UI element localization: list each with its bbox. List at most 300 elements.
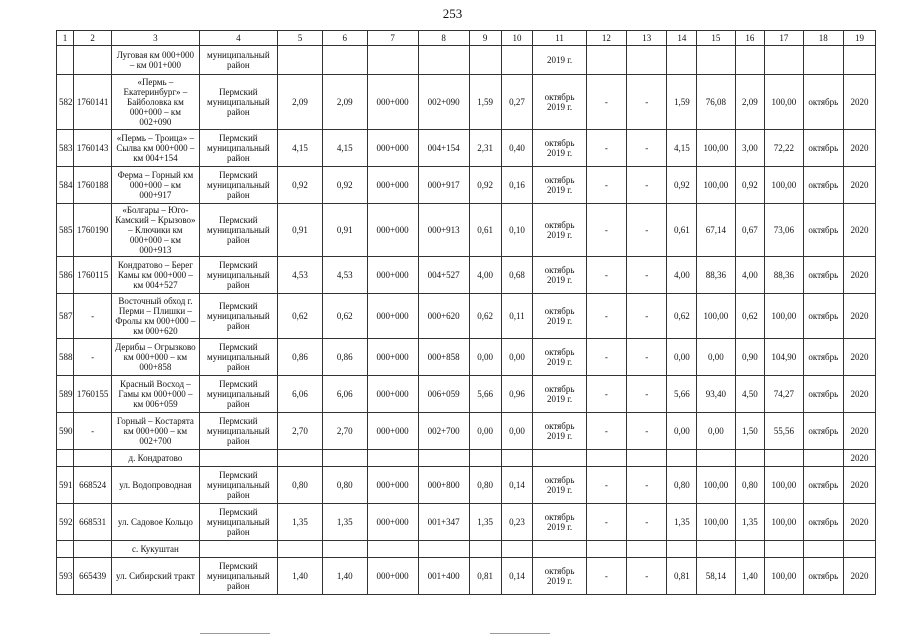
cell-c18: октябрь [803,75,843,130]
cell-c13: - [627,257,667,294]
cell-c7: 000+000 [367,376,418,413]
cell-no: 586 [57,257,74,294]
cell-c19: 2020 [843,257,875,294]
column-header: 13 [627,31,667,46]
cell-c8: 001+347 [418,504,469,541]
column-header: 3 [112,31,199,46]
cell-c11: октябрь 2019 г. [533,167,586,204]
cell-c6: 0,92 [322,167,367,204]
table-row [57,257,876,294]
cell-c19: 2020 [843,467,875,504]
cell-c7: 000+000 [367,167,418,204]
cell-c19: 2020 [843,75,875,130]
cell [803,46,843,75]
cell-c12: - [586,504,626,541]
cell-name: «Пермь – Екатеринбург» – Байболовка км 000+000 – км 002+090 [112,75,199,130]
cell [586,541,626,558]
section-row [57,541,876,558]
cell [501,450,533,467]
cell-c18: октябрь [803,167,843,204]
cell [322,541,367,558]
cell-c13: - [627,130,667,167]
cell-no: 592 [57,504,74,541]
cell-c11: октябрь 2019 г. [533,294,586,339]
cell-c15: 100,00 [697,467,735,504]
cell-name: Красный Восход – Гамы км 000+000 – км 006+059 [112,376,199,413]
cell-c5: 0,91 [278,204,323,257]
cell-c6: 4,15 [322,130,367,167]
cell-c13: - [627,339,667,376]
cell-no: 589 [57,376,74,413]
cell-c17: 55,56 [765,413,803,450]
table-row [57,467,876,504]
cell-owner: Пермский муниципальный район [199,130,278,167]
cell [843,46,875,75]
cell [697,541,735,558]
cell-name: Горный – Костарята км 000+000 – км 002+700 [112,413,199,450]
cell-c16: 4,50 [735,376,765,413]
cell-owner: Пермский муниципальный район [199,294,278,339]
cell-c17: 100,00 [765,504,803,541]
cell-c5: 4,15 [278,130,323,167]
cell [57,450,74,467]
cell-c7: 000+000 [367,467,418,504]
cell-c5: 1,40 [278,558,323,595]
cell-c19: 2020 [843,167,875,204]
cell-c9: 4,00 [469,257,501,294]
cell [57,541,74,558]
cell [74,541,112,558]
cell-c15: 100,00 [697,504,735,541]
column-header: 12 [586,31,626,46]
cell [533,450,586,467]
cell-owner: Пермский муниципальный район [199,558,278,595]
cell-c11: октябрь 2019 г. [533,558,586,595]
cell-c19: 2020 [843,558,875,595]
cell [322,46,367,75]
cell-no: 588 [57,339,74,376]
cell-c7: 000+000 [367,75,418,130]
cell-c9: 0,81 [469,558,501,595]
column-header: 18 [803,31,843,46]
cell-c5: 1,35 [278,504,323,541]
cell-c12: - [586,130,626,167]
cell-c11: октябрь 2019 г. [533,130,586,167]
table-row [57,558,876,595]
cell-owner: Пермский муниципальный район [199,413,278,450]
cell-c17: 100,00 [765,75,803,130]
cell-code: 1760115 [74,257,112,294]
cell-name: Ферма – Горный км 000+000 – км 000+917 [112,167,199,204]
cell-c6: 0,80 [322,467,367,504]
cell-name: Кондратово – Берег Камы км 000+000 – км 004+527 [112,257,199,294]
cell-c7: 000+000 [367,558,418,595]
cell-no: 584 [57,167,74,204]
cell [735,450,765,467]
cell-c15: 0,00 [697,339,735,376]
cell-c8: 000+913 [418,204,469,257]
column-header: 10 [501,31,533,46]
cell-code: 1760141 [74,75,112,130]
table-row [57,504,876,541]
cell-no: 583 [57,130,74,167]
cell-c8: 004+527 [418,257,469,294]
column-header: 4 [199,31,278,46]
cell-c10: 0,23 [501,504,533,541]
cell-c7: 000+000 [367,339,418,376]
cell-c9: 0,00 [469,339,501,376]
cell [469,541,501,558]
cell-c15: 100,00 [697,294,735,339]
cell-c10: 0,14 [501,467,533,504]
cell [586,450,626,467]
cell-c12: - [586,204,626,257]
cell [278,450,323,467]
cell-owner: Пермский муниципальный район [199,504,278,541]
cell-c8: 001+400 [418,558,469,595]
cell [765,450,803,467]
cell [627,46,667,75]
cell-c5: 2,09 [278,75,323,130]
owner-cell: муниципальный район [199,46,278,75]
cell [418,46,469,75]
cell-c11: октябрь 2019 г. [533,413,586,450]
cell-c16: 0,80 [735,467,765,504]
section-title: с. Кукуштан [112,541,199,558]
cell-c9: 2,31 [469,130,501,167]
date-cell: 2019 г. [533,46,586,75]
cell-c14: 4,00 [667,257,697,294]
cell-c6: 0,62 [322,294,367,339]
cell-c14: 0,00 [667,413,697,450]
cell-c9: 0,00 [469,413,501,450]
cell [667,541,697,558]
section-year: 2020 [843,450,875,467]
cell-c17: 100,00 [765,558,803,595]
cell-c8: 000+620 [418,294,469,339]
cell-c5: 0,92 [278,167,323,204]
cell [418,541,469,558]
cell-c6: 1,35 [322,504,367,541]
cell [367,450,418,467]
cell-c13: - [627,75,667,130]
cell-c14: 0,62 [667,294,697,339]
cell-c15: 100,00 [697,167,735,204]
cell-c19: 2020 [843,294,875,339]
cell-c15: 93,40 [697,376,735,413]
cell-no: 585 [57,204,74,257]
cell [803,450,843,467]
cell-c14: 0,61 [667,204,697,257]
cell-c15: 58,14 [697,558,735,595]
cell-name: Дерибы – Огрызково км 000+000 – км 000+858 [112,339,199,376]
cell-c9: 0,92 [469,167,501,204]
cell-owner: Пермский муниципальный район [199,75,278,130]
column-header: 16 [735,31,765,46]
column-header: 9 [469,31,501,46]
column-header: 8 [418,31,469,46]
column-header: 1 [57,31,74,46]
cell-owner: Пермский муниципальный район [199,167,278,204]
cell [586,46,626,75]
cell-c12: - [586,558,626,595]
cell-c15: 88,36 [697,257,735,294]
cell-c9: 5,66 [469,376,501,413]
cell-c19: 2020 [843,339,875,376]
cell-owner: Пермский муниципальный район [199,376,278,413]
cell-c11: октябрь 2019 г. [533,75,586,130]
cell-c14: 0,92 [667,167,697,204]
cell-c18: октябрь [803,130,843,167]
column-header: 19 [843,31,875,46]
cell-c13: - [627,294,667,339]
cell-c16: 1,50 [735,413,765,450]
table-row [57,130,876,167]
cell-c6: 4,53 [322,257,367,294]
cell-c17: 104,90 [765,339,803,376]
cell-c8: 000+917 [418,167,469,204]
cell-c14: 5,66 [667,376,697,413]
footer-rule-left [200,633,270,634]
cell-c14: 0,81 [667,558,697,595]
cell-c13: - [627,376,667,413]
cell [199,541,278,558]
cell-c9: 0,61 [469,204,501,257]
cell-c18: октябрь [803,376,843,413]
cell-c18: октябрь [803,204,843,257]
cell-c10: 0,40 [501,130,533,167]
cell-c7: 000+000 [367,130,418,167]
road-register-table [56,30,876,595]
cell-c8: 002+700 [418,413,469,450]
cell [735,46,765,75]
table-row [57,376,876,413]
cell-name: Восточный обход г. Перми – Плишки – Фролы км 000+000 – км 000+620 [112,294,199,339]
cell-c15: 0,00 [697,413,735,450]
cell [765,541,803,558]
table-row [57,339,876,376]
cell-name: ул. Водопроводная [112,467,199,504]
cell [469,46,501,75]
cell-c6: 0,91 [322,204,367,257]
cell-c15: 76,08 [697,75,735,130]
cell-c18: октябрь [803,339,843,376]
cell-code: 668531 [74,504,112,541]
cell [367,541,418,558]
cell-c16: 0,67 [735,204,765,257]
cell-c10: 0,27 [501,75,533,130]
cell-c12: - [586,167,626,204]
cell-c5: 0,62 [278,294,323,339]
cell-code: 1760143 [74,130,112,167]
column-header: 15 [697,31,735,46]
cell-code: - [74,413,112,450]
cell [667,46,697,75]
cell-c12: - [586,294,626,339]
column-header: 17 [765,31,803,46]
cell-c15: 67,14 [697,204,735,257]
cell [322,450,367,467]
cell [278,46,323,75]
cell-c17: 88,36 [765,257,803,294]
table-row [57,204,876,257]
cell-c10: 0,00 [501,339,533,376]
cell-c5: 0,86 [278,339,323,376]
section-row [57,450,876,467]
cell-c17: 73,06 [765,204,803,257]
cell [697,450,735,467]
column-header: 2 [74,31,112,46]
section-title: д. Кондратово [112,450,199,467]
cell-c5: 0,80 [278,467,323,504]
cell [501,46,533,75]
cell-c12: - [586,339,626,376]
cell-code: 665439 [74,558,112,595]
cell-no: 582 [57,75,74,130]
cell-c16: 4,00 [735,257,765,294]
cell-c10: 0,00 [501,413,533,450]
cell-owner: Пермский муниципальный район [199,204,278,257]
table-row [57,413,876,450]
cell-c10: 0,68 [501,257,533,294]
cell [469,450,501,467]
cell-c16: 0,62 [735,294,765,339]
cell-c12: - [586,376,626,413]
cell-c14: 0,80 [667,467,697,504]
cell [803,541,843,558]
cell-code: 668524 [74,467,112,504]
cell [627,541,667,558]
cell-c16: 0,92 [735,167,765,204]
cell-no: 590 [57,413,74,450]
cell-no: 591 [57,467,74,504]
cell-c17: 100,00 [765,467,803,504]
table-row [57,167,876,204]
cell-c13: - [627,558,667,595]
cell-c13: - [627,204,667,257]
cell-code: 1760155 [74,376,112,413]
cell-c18: октябрь [803,467,843,504]
cell-c13: - [627,467,667,504]
cell-c14: 0,00 [667,339,697,376]
cell [57,46,74,75]
cell [278,541,323,558]
cell [199,450,278,467]
cell-c10: 0,14 [501,558,533,595]
cell [533,541,586,558]
cell-c15: 100,00 [697,130,735,167]
cell-c16: 0,90 [735,339,765,376]
header-row [57,31,876,46]
page-number: 253 [442,6,463,21]
cell-owner: Пермский муниципальный район [199,339,278,376]
cell-c8: 000+858 [418,339,469,376]
cell-c8: 002+090 [418,75,469,130]
cell-code: - [74,339,112,376]
cell-code: - [74,294,112,339]
cell [367,46,418,75]
cell [843,541,875,558]
cell-owner: Пермский муниципальный район [199,467,278,504]
cell [667,450,697,467]
cell-c19: 2020 [843,376,875,413]
continuation-row [57,46,876,75]
cell-c7: 000+000 [367,294,418,339]
column-header: 14 [667,31,697,46]
cell-c5: 4,53 [278,257,323,294]
cell-c16: 1,40 [735,558,765,595]
cell [418,450,469,467]
cell-c7: 000+000 [367,413,418,450]
cell-no: 593 [57,558,74,595]
cell-c5: 6,06 [278,376,323,413]
cell-c6: 2,70 [322,413,367,450]
cell-c11: октябрь 2019 г. [533,257,586,294]
cell-c13: - [627,167,667,204]
cell-c6: 2,09 [322,75,367,130]
cell-no: 587 [57,294,74,339]
cell-c14: 1,59 [667,75,697,130]
cell-c17: 74,27 [765,376,803,413]
cell-c18: октябрь [803,413,843,450]
cell-c9: 0,80 [469,467,501,504]
cell-c12: - [586,413,626,450]
cell-c18: октябрь [803,294,843,339]
cell-c19: 2020 [843,130,875,167]
cell-c14: 4,15 [667,130,697,167]
cell-code: 1760190 [74,204,112,257]
cell-c11: октябрь 2019 г. [533,504,586,541]
cell-c9: 1,59 [469,75,501,130]
cell [765,46,803,75]
cell-c16: 1,35 [735,504,765,541]
cell-c6: 1,40 [322,558,367,595]
cell [74,46,112,75]
cell-c5: 2,70 [278,413,323,450]
cell-owner: Пермский муниципальный район [199,257,278,294]
cell-name: «Болгары – Юго-Камский – Крызово» – Ключики км 000+000 – км 000+913 [112,204,199,257]
cell-c9: 0,62 [469,294,501,339]
footer-rule-right [490,633,550,634]
cell-c10: 0,10 [501,204,533,257]
cell-c17: 100,00 [765,167,803,204]
cell-c16: 3,00 [735,130,765,167]
cell-c9: 1,35 [469,504,501,541]
cell-c8: 000+800 [418,467,469,504]
cell-name: ул. Сибирский тракт [112,558,199,595]
cell [697,46,735,75]
cell-c19: 2020 [843,504,875,541]
cell [627,450,667,467]
cell-c11: октябрь 2019 г. [533,204,586,257]
table-row [57,294,876,339]
cell-c17: 100,00 [765,294,803,339]
cell-c6: 6,06 [322,376,367,413]
cell-name: «Пермь – Троица» – Сылва км 000+000 – км 004+154 [112,130,199,167]
cell-c10: 0,11 [501,294,533,339]
cell-c18: октябрь [803,558,843,595]
cell-c17: 72,22 [765,130,803,167]
cell-c11: октябрь 2019 г. [533,339,586,376]
cell [735,541,765,558]
cell-c13: - [627,413,667,450]
cell-c12: - [586,467,626,504]
column-header: 7 [367,31,418,46]
cell-c11: октябрь 2019 г. [533,376,586,413]
cell-c16: 2,09 [735,75,765,130]
table-row [57,75,876,130]
cell-c7: 000+000 [367,257,418,294]
